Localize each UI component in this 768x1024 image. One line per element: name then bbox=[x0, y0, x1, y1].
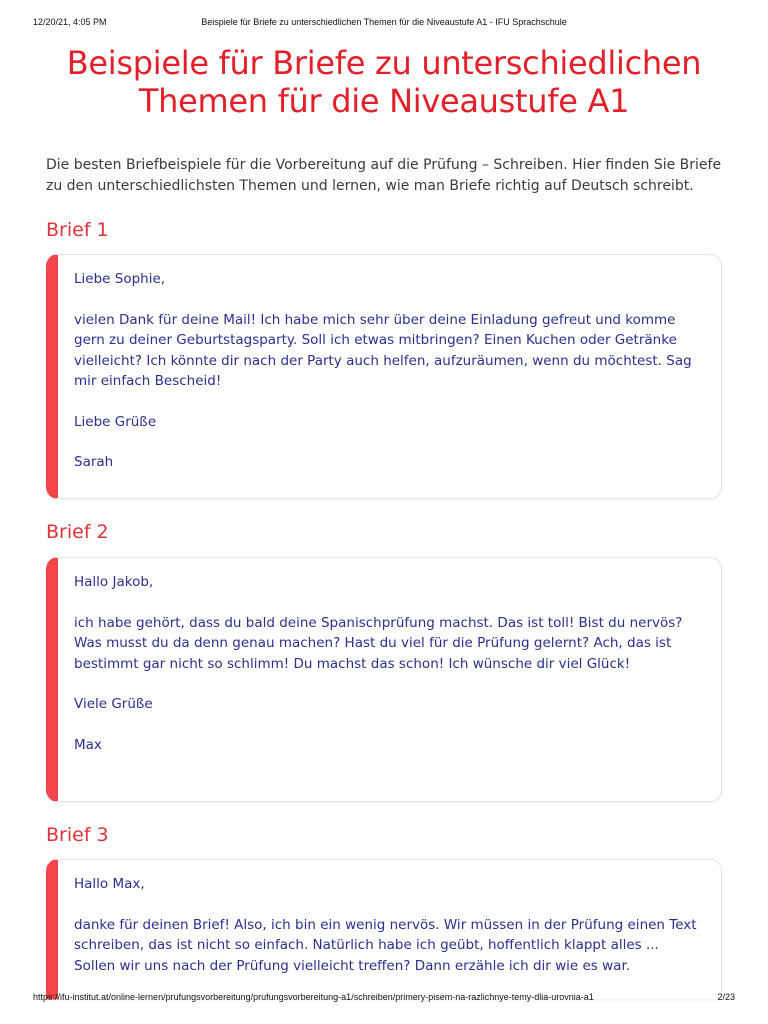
letter-body: ich habe gehört, dass du bald deine Spanischprüfung machst. Das ist toll! Bist du nervös? Was musst du da denn genau machen? Hast du viel für die Prüfung gelernt? Ach, das ist bestimmt gar nicht so schlimm! Du machst das schon! Ich wünsche dir viel Glück! bbox=[74, 614, 683, 672]
brief-3-heading: Brief 3 bbox=[46, 824, 109, 846]
letter-body: danke für deinen Brief! Also, ich bin ein wenig nervös. Wir müssen in der Prüfung einen Text schreiben, das ist nicht so einfach. Natürlich habe ich geübt, hoffentlich klappt alles ... Sollen wir uns nach der Prüfung vielleicht treffen? Dann erzähle ich dir wie es war. bbox=[74, 916, 697, 974]
print-header bbox=[0, 17, 768, 31]
print-url: https://ifu-institut.at/online-lernen/prufungsvorbereitung/prufungsvorbereitung-a1/schreiben/primery-pisem-na-razlichnye-temy-dlia-urovnia-a1 bbox=[33, 992, 594, 1002]
page-title-line-2: Themen für die Niveaustufe A1 bbox=[138, 82, 630, 120]
letter-greeting: Hallo Max, bbox=[74, 876, 145, 892]
brief-2-heading: Brief 2 bbox=[46, 521, 109, 543]
print-document-title: Beispiele für Briefe zu unterschiedlichen Themen für die Niveaustufe A1 - IFU Sprachschule bbox=[201, 17, 567, 27]
letter-body: vielen Dank für deine Mail! Ich habe mich sehr über deine Einladung gefreut und komme gern zu deiner Geburtstagsparty. Soll ich etwas mitbringen? Einen Kuchen oder Getränke vielleicht? Ich könnte dir nach der Party auch helfen, aufzuräumen, wenn du möchtest. Sag mir einfach Bescheid! bbox=[74, 311, 692, 389]
brief-1-heading: Brief 1 bbox=[46, 219, 109, 241]
letter-signature: Max bbox=[74, 736, 102, 753]
brief-1-card bbox=[46, 254, 722, 499]
letter-closing: Liebe Grüße bbox=[74, 413, 157, 430]
brief-3-card bbox=[46, 859, 722, 999]
intro-text: Die besten Briefbeispiele für die Vorbereitung auf die Prüfung – Schreiben. Hier finden Sie Briefe zu den unterschiedlichsten Themen und lernen, wie man Briefe richtig auf Deutsch schreibt. bbox=[46, 157, 722, 194]
letter-greeting: Liebe Sophie, bbox=[74, 271, 166, 287]
letter-signature: Sarah bbox=[74, 454, 114, 470]
print-page-number: 2/23 bbox=[717, 992, 735, 1002]
page-title-line-1: Beispiele für Briefe zu unterschiedlichen bbox=[66, 44, 702, 82]
brief-2-card bbox=[46, 557, 722, 802]
page-title bbox=[30, 44, 738, 120]
letter-greeting: Hallo Jakob, bbox=[74, 574, 154, 590]
letter-closing: Viele Grüße bbox=[74, 696, 153, 712]
print-date: 12/20/21, 4:05 PM bbox=[33, 17, 107, 27]
print-footer bbox=[0, 992, 768, 1006]
